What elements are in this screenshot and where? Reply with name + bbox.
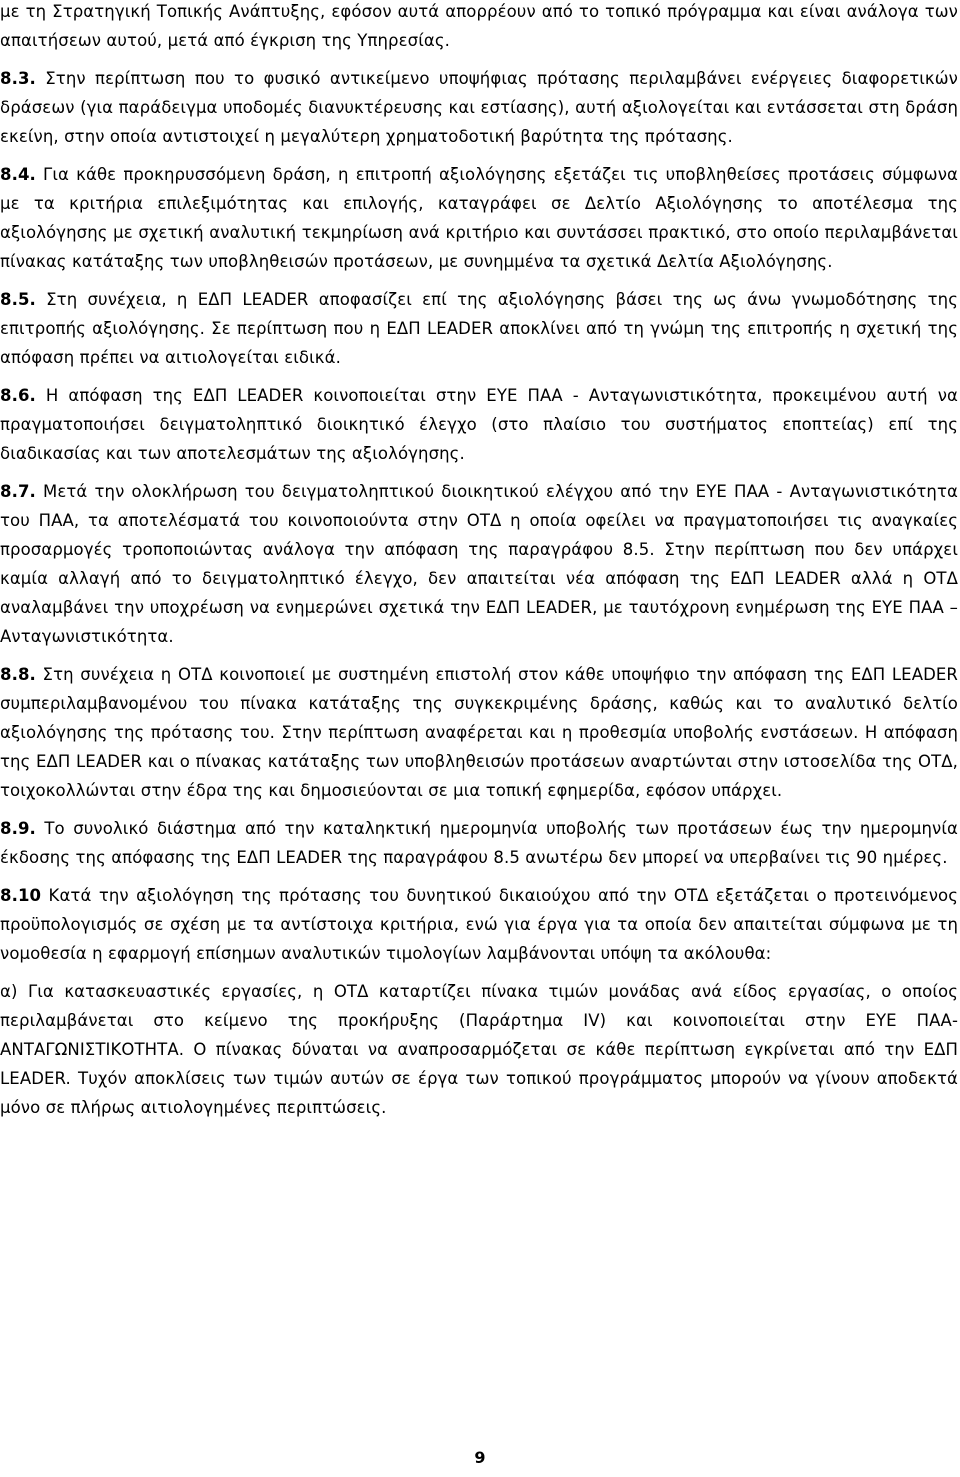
paragraph-text: Στη συνέχεια, η ΕΔΠ LEADER αποφασίζει επί της αξιολόγησης βάσει της ως άνω γνωμοδότησης της επιτροπής αξιολόγησης. Σε περίπτωση που η ΕΔΠ LEADER αποκλίνει από τη γνώμη της επιτροπής η σχετική της απόφαση πρέπει να αιτιολογείται ειδικά.: [0, 290, 958, 367]
paragraph-number: 8.4.: [0, 165, 36, 184]
paragraph-8-6: [0, 381, 958, 468]
paragraph-number: 8.5.: [0, 290, 36, 309]
paragraph-number: 8.7.: [0, 482, 36, 501]
paragraph-text: Για κάθε προκηρυσσόμενη δράση, η επιτροπή αξιολόγησης εξετάζει τις υποβληθείσες προτάσεις σύμφωνα με τα κριτήρια επιλεξιμότητας και επιλογής, καταγράφει σε Δελτίο Αξιολόγησης το αποτέλεσμα της αξιολόγησης με σχετική αναλυτική τεκμηρίωση ανά κριτήριο και συντάσσει πρακτικό, στο οποίο περιλαμβάνεται πίνακας κατάταξης των υποβληθεισών προτάσεων, με συνημμένα τα σχετικά Δελτία Αξιολόγησης.: [0, 165, 958, 271]
paragraph-number: 8.6.: [0, 386, 36, 405]
paragraph-number: 8.10: [0, 886, 42, 905]
paragraph-item-a: [0, 977, 958, 1122]
paragraph-text: με τη Στρατηγική Τοπικής Ανάπτυξης, εφόσον αυτά απορρέουν από το τοπικό πρόγραμμα και είναι ανάλογα των απαιτήσεων αυτού, μετά από έγκριση της Υπηρεσίας.: [0, 2, 958, 50]
paragraph-text: Στη συνέχεια η ΟΤΔ κοινοποιεί με συστημένη επιστολή στον κάθε υποψήφιο την απόφαση της ΕΔΠ LEADER συμπεριλαμβανομένου του πίνακα κατάταξης της συγκεκριμένης δράσης, καθώς και το αναλυτικό δελτίο αξιολόγησης της πρότασης του. Στην περίπτωση αναφέρεται και η προθεσμία υποβολής ενστάσεων. Η απόφαση της ΕΔΠ LEADER και ο πίνακας κατάταξης των υποβληθεισών προτάσεων αναρτώνται στην ιστοσελίδα της ΟΤΔ, τοιχοκολλώνται στην έδρα της και δημοσιεύονται σε μια τοπική εφημερίδα, εφόσον υπάρχει.: [0, 665, 958, 800]
paragraph-8-4: [0, 160, 958, 276]
paragraph-text: Στην περίπτωση που το φυσικό αντικείμενο υποψήφιας πρότασης περιλαμβάνει ενέργειες διαφορετικών δράσεων (για παράδειγμα υποδομές διανυκτέρευσης και εστίασης), αυτή αξιολογείται και εντάσσεται στη δράση εκείνη, στην οποία αντιστοιχεί η μεγαλύτερη χρηματοδοτική βαρύτητα της πρότασης.: [0, 69, 958, 146]
paragraph-text: Η απόφαση της ΕΔΠ LEADER κοινοποιείται στην ΕΥΕ ΠΑΑ - Ανταγωνιστικότητα, προκειμένου αυτή να πραγματοποιήσει δειγματοληπτικό διοικητικό έλεγχο (στο πλαίσιο του συστήματος εποπτείας) επί της διαδικασίας και των αποτελεσμάτων της αξιολόγησης.: [0, 386, 958, 463]
paragraph-8-3: [0, 64, 958, 151]
paragraph-8-9: [0, 814, 958, 872]
paragraph-8-7: [0, 477, 958, 651]
paragraph-8-5: [0, 285, 958, 372]
paragraph-number: 8.8.: [0, 665, 36, 684]
paragraph-continuation: [0, 0, 958, 55]
paragraph-text: α) Για κατασκευαστικές εργασίες, η ΟΤΔ καταρτίζει πίνακα τιμών μονάδας ανά είδος εργασίας, ο οποίος περιλαμβάνεται στο κείμενο της προκήρυξης (Παράρτημα IV) και κοινοποιείται στην ΕΥΕ ΠΑΑ-ΑΝΤΑΓΩΝΙΣΤΙΚΟΤΗΤΑ. Ο πίνακας δύναται να αναπροσαρμόζεται σε κάθε περίπτωση εγκρίνεται από την ΕΔΠ LEADER. Τυχόν αποκλίσεις των τιμών αυτών σε έργα των τοπικού προγράμματος μπορούν να γίνουν αποδεκτά μόνο σε πλήρως αιτιολογημένες περιπτώσεις.: [0, 982, 958, 1117]
paragraph-text: Το συνολικό διάστημα από την καταληκτική ημερομηνία υποβολής των προτάσεων έως την ημερομηνία έκδοσης της απόφασης της ΕΔΠ LEADER της παραγράφου 8.5 ανωτέρω δεν μπορεί να υπερβαίνει τις 90 ημέρες.: [0, 819, 958, 867]
paragraph-text: Κατά την αξιολόγηση της πρότασης του δυνητικού δικαιούχου από την ΟΤΔ εξετάζεται ο προτεινόμενος προϋπολογισμός σε σχέση με τα αντίστοιχα κριτήρια, ενώ για έργα για τα οποία δεν απαιτείται σύμφωνα με τη νομοθεσία η εφαρμογή επίσημων αναλυτικών τιμολογίων λαμβάνονται υπόψη τα ακόλουθα:: [0, 886, 958, 963]
paragraph-text: Μετά την ολοκλήρωση του δειγματοληπτικού διοικητικού ελέγχου από την ΕΥΕ ΠΑΑ - Ανταγωνιστικότητα του ΠΑΑ, τα αποτελέσματά του κοινοποιούντα στην ΟΤΔ η οποία οφείλει να πραγματοποιήσει τις αναγκαίες προσαρμογές τροποποιώντας ανάλογα την απόφαση της παραγράφου 8.5. Στην περίπτωση που δεν υπάρχει καμία αλλαγή από το δειγματοληπτικό έλεγχο, δεν απαιτείται νέα απόφαση της ΕΔΠ LEADER αλλά η ΟΤΔ αναλαμβάνει την υποχρέωση να ενημερώνει σχετικά την ΕΔΠ LEADER, με ταυτόχρονη ενημέρωση της ΕΥΕ ΠΑΑ – Ανταγωνιστικότητα.: [0, 482, 958, 646]
page-number: 9: [474, 1448, 486, 1467]
paragraph-8-10: [0, 881, 958, 968]
paragraph-8-8: [0, 660, 958, 805]
paragraph-number: 8.9.: [0, 819, 36, 838]
paragraph-number: 8.3.: [0, 69, 36, 88]
